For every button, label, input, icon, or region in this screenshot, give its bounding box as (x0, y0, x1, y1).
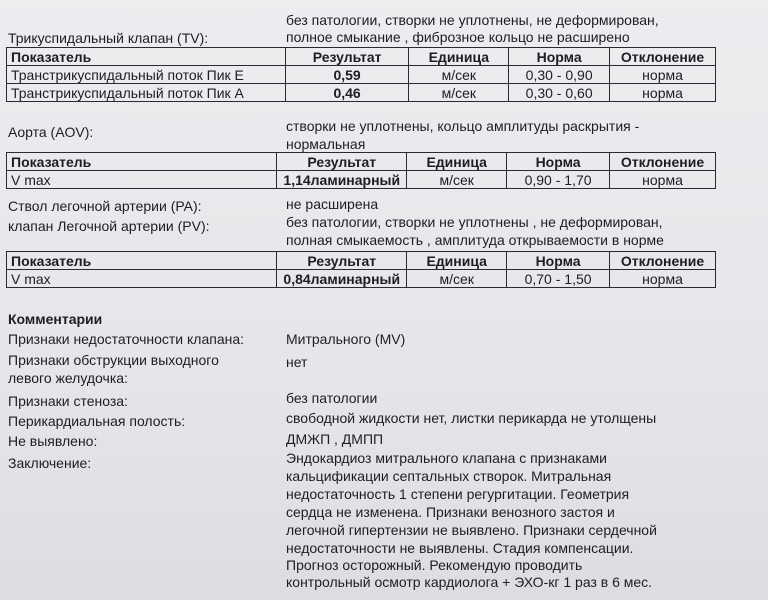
row-name: Транстрикуспидальный поток Пик E (7, 66, 286, 84)
row-name: V max (7, 171, 277, 189)
stenosis-label: Признаки стеноза: (8, 393, 128, 409)
header-indicator: Показатель (7, 48, 286, 66)
header-norm: Норма (507, 252, 610, 270)
conclusion-line: Эндокардиоз митрального клапана с признаками (286, 450, 607, 466)
conclusion-line: недостаточности не выявлены. Стадия компенсации. (286, 540, 634, 556)
table-row (7, 171, 716, 189)
pv-desc-line2: полная смыкаемость , амплитуда открываемости в норме (286, 232, 664, 248)
table-header-row (7, 252, 716, 270)
header-norm: Норма (507, 153, 610, 171)
row-result: 1,14ламинарный (277, 171, 407, 189)
header-deviation: Отклонение (610, 153, 716, 171)
header-result: Результат (277, 252, 407, 270)
table-row (7, 66, 716, 84)
insufficiency-value: Митрального (MV) (286, 331, 406, 347)
header-unit: Единица (407, 252, 507, 270)
conclusion-line: недостаточность 1 степени регургитации. Геометрия (286, 486, 630, 502)
header-indicator: Показатель (7, 153, 277, 171)
pa-label: Ствол легочной артерии (PA): (8, 198, 202, 214)
aov-desc-line2: нормальная (286, 136, 366, 152)
obstruction-label-line2: левого желудочка: (8, 370, 128, 386)
tv-table (6, 47, 716, 102)
tv-desc-line2: полное смыкание , фиброзное кольцо не расширено (286, 29, 630, 45)
row-deviation: норма (610, 171, 716, 189)
row-unit: м/сек (409, 66, 509, 84)
header-unit: Единица (407, 153, 507, 171)
stenosis-value: без патологии (286, 390, 378, 406)
row-result: 0,84ламинарный (277, 270, 407, 288)
tv-label: Трикуспидальный клапан (TV): (8, 30, 209, 46)
row-name: V max (7, 270, 277, 288)
row-deviation: норма (610, 270, 716, 288)
conclusion-label: Заключение: (8, 455, 92, 471)
pv-table (6, 251, 716, 288)
row-unit: м/сек (407, 171, 507, 189)
pa-value: не расширена (286, 196, 379, 212)
pericardial-value: свободной жидкости нет, листки перикарда не утолщены (286, 410, 657, 426)
row-unit: м/сек (407, 270, 507, 288)
table-row (7, 270, 716, 288)
conclusion-line: контрольный осмотр кардиолога + ЭХО-кг 1 раз в 6 мес. (286, 574, 653, 590)
aov-label: Аорта (AOV): (8, 124, 94, 140)
comments-title: Комментарии (8, 311, 103, 327)
row-name: Транстрикуспидальный поток Пик A (7, 84, 286, 102)
insufficiency-label: Признаки недостаточности клапана: (8, 331, 245, 347)
header-norm: Норма (509, 48, 610, 66)
row-norm: 0,90 - 1,70 (507, 171, 610, 189)
conclusion-line: сердца не изменена. Признаки венозного застоя и (286, 504, 615, 520)
table-row (7, 84, 716, 102)
pv-desc-line1: без патологии, створки не уплотнены , не деформирован, (286, 214, 663, 230)
obstruction-value: нет (286, 354, 308, 370)
conclusion-line: Прогноз осторожный. Рекомендую проводить (286, 557, 583, 573)
row-norm: 0,30 - 0,60 (509, 84, 610, 102)
aov-desc-line1: створки не уплотнены, кольцо амплитуды раскрытия - (286, 118, 640, 134)
obstruction-label-line1: Признаки обструкции выходного (8, 352, 219, 368)
row-deviation: норма (610, 66, 716, 84)
header-indicator: Показатель (7, 252, 277, 270)
pericardial-label: Перикардиальная полость: (8, 413, 186, 429)
pv-label: клапан Легочной артерии (PV): (8, 218, 210, 234)
aov-table (6, 152, 716, 189)
row-deviation: норма (610, 84, 716, 102)
conclusion-line: кальцификации септальных створок. Митральная (286, 468, 612, 484)
header-result: Результат (285, 48, 409, 66)
table-header-row (7, 48, 716, 66)
header-result: Результат (277, 153, 407, 171)
not-found-label: Не выявлено: (8, 433, 98, 449)
table-header-row (7, 153, 716, 171)
row-unit: м/сек (409, 84, 509, 102)
row-result: 0,59 (285, 66, 409, 84)
header-unit: Единица (409, 48, 509, 66)
row-norm: 0,30 - 0,90 (509, 66, 610, 84)
header-deviation: Отклонение (610, 252, 716, 270)
header-deviation: Отклонение (610, 48, 716, 66)
tv-desc-line1: без патологии, створки не уплотнены, не деформирован, (286, 12, 659, 28)
row-norm: 0,70 - 1,50 (507, 270, 610, 288)
row-result: 0,46 (285, 84, 409, 102)
conclusion-line: легочной гипертензии не выявлено. Признаки сердечной (286, 522, 657, 538)
not-found-value: ДМЖП , ДМПП (286, 431, 384, 447)
